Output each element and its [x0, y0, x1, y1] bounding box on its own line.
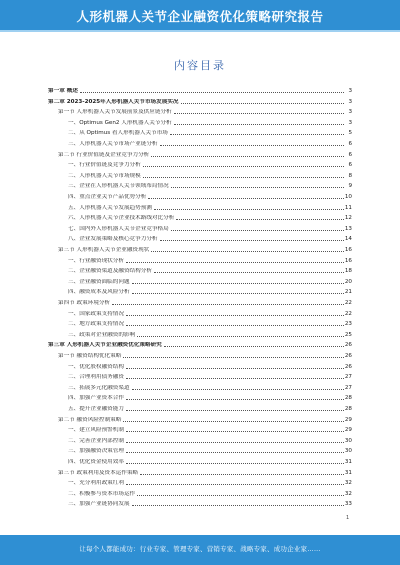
toc-entry-label: 七、国内外人形机器人关节企业竞争格局: [68, 225, 169, 232]
toc-entry-label: 第一节 人形机器人关节发展前景及供应链分析: [58, 109, 172, 116]
toc-entry[interactable]: [48, 139, 352, 148]
toc-entry-page: 31: [344, 459, 352, 465]
toc-entry-label: 一、Optimus Gen2 人形机器人关节分析: [68, 119, 172, 126]
toc-entry-label: 一、充分利用政策红利: [68, 480, 124, 487]
toc-leader-dots: [126, 324, 344, 326]
toc-entry-page: 9: [348, 183, 352, 190]
toc-leader-dots: [112, 303, 344, 305]
toc-leader-dots: [171, 229, 344, 231]
toc-entry-label: 一、行业价值链及竞争力分析: [68, 162, 141, 169]
toc-entry-label: 第四节 政策环境分析: [58, 300, 111, 306]
toc-entry-page: 3: [348, 98, 352, 105]
toc-entry[interactable]: [48, 86, 352, 95]
toc-entry[interactable]: [48, 245, 352, 254]
toc-entry-label: 第二节 行业价值链及企业竞争力分析: [58, 151, 150, 158]
toc-entry-page: 20: [344, 278, 352, 285]
toc-entry-page: 21: [344, 289, 352, 296]
toc-entry-label: 第三节 政策利用及资本运作策略: [58, 469, 139, 476]
toc-entry-label: 五、提升企业融资能力: [68, 406, 124, 412]
toc-entry-label: 三、加强融资决策管理: [68, 448, 124, 455]
toc-entry-label: 第一节 融资结构优化策略: [58, 353, 122, 359]
toc-entry-label: 二、企业融资渠道及融资结构分析: [68, 268, 152, 275]
toc-entry-label: 八、企业发展策略及核心竞争力分析: [68, 236, 158, 243]
toc-entry-label: 四、优化资金使用效率: [68, 459, 124, 465]
toc-leader-dots: [154, 271, 344, 273]
header-divider: [0, 30, 400, 32]
toc-entry-page: 5: [348, 130, 352, 137]
toc-entry-label: 一、行业融资现状分析: [68, 257, 124, 264]
toc-entry[interactable]: [48, 277, 352, 286]
toc-leader-dots: [170, 133, 344, 135]
toc-entry-page: 8: [348, 172, 352, 179]
toc-entry-label: 一、优化股权融资结构: [68, 363, 124, 370]
toc-entry[interactable]: [48, 415, 352, 424]
toc-entry-page: 14: [344, 236, 352, 243]
toc-entry-page: 3: [348, 109, 352, 116]
toc-entry-page: 32: [344, 490, 352, 497]
toc-entry-page: 33: [344, 501, 352, 508]
toc-entry-page: 25: [344, 331, 352, 338]
toc-leader-dots: [160, 144, 344, 146]
toc-entry-page: 27: [344, 374, 352, 381]
toc-entry-page: 23: [344, 321, 352, 328]
toc-entry[interactable]: [48, 478, 352, 487]
toc-entry[interactable]: [48, 383, 352, 392]
toc-leader-dots: [126, 430, 344, 432]
toc-entry[interactable]: [48, 362, 352, 371]
toc-entry-page: 28: [344, 406, 352, 412]
toc-entry-label: 三、企业在人形机器人关节领域布局情况: [68, 183, 169, 190]
toc-entry-page: 26: [344, 342, 352, 349]
toc-leader-dots: [126, 398, 344, 400]
toc-entry[interactable]: [48, 171, 352, 180]
toc-entry-label: 二、从 Optimus 看人形机器人关节市场: [68, 130, 168, 137]
toc-leader-dots: [126, 451, 344, 453]
toc-title: 内容目录: [174, 59, 226, 72]
toc-entry[interactable]: [48, 468, 352, 477]
toc-entry-label: 第三节 人形机器人关节企业融资现状: [58, 247, 150, 253]
toc-leader-dots: [123, 356, 344, 358]
toc-entry[interactable]: [48, 298, 352, 307]
toc-entry-page: 6: [348, 141, 352, 147]
toc-entry-label: 三、人形机器人关节市场产业链分析: [68, 141, 158, 147]
toc-entry-label: 二、合理利用债务融资: [68, 374, 124, 381]
toc-entry[interactable]: [48, 340, 352, 349]
toc-leader-dots: [181, 102, 344, 104]
toc-entry-page: 11: [344, 204, 352, 211]
toc-entry-label: 六、人形机器人关节企业技术路线对比分析: [68, 215, 175, 222]
toc-entry[interactable]: [48, 128, 352, 137]
toc-entry-label: 一、建立风险预警机制: [68, 427, 124, 434]
toc-entry[interactable]: [48, 436, 352, 445]
toc-leader-dots: [132, 292, 344, 294]
toc-entry-label: 第一章 概述: [48, 88, 78, 94]
toc-entry-page: 6: [348, 162, 352, 169]
toc-leader-dots: [126, 441, 344, 443]
toc-entry-label: 第二节 融资风险控制策略: [58, 416, 122, 423]
toc-entry-label: 三、企业融资面临的问题: [68, 278, 130, 285]
toc-leader-dots: [132, 504, 344, 506]
footer-slogan: 让每个人都能成功：行业专家、管理专家、营销专家、战略专家、成功企业家……: [79, 545, 321, 553]
toc-leader-dots: [151, 250, 344, 252]
toc-entry-label: 二、人形机器人关节市场规模: [68, 172, 141, 179]
toc-entry-label: 三、加强产业链协同发展: [68, 501, 130, 508]
toc-leader-dots: [126, 483, 344, 485]
toc-entry[interactable]: [48, 181, 352, 190]
toc-entry[interactable]: [48, 309, 352, 318]
toc-entry[interactable]: [48, 97, 352, 106]
toc-leader-dots: [171, 186, 344, 188]
toc-leader-dots: [126, 261, 344, 263]
toc-entry-page: 3: [348, 119, 352, 126]
toc-entry[interactable]: [48, 192, 352, 201]
toc-entry[interactable]: [48, 256, 352, 265]
toc-leader-dots: [174, 123, 344, 125]
toc-leader-dots: [174, 112, 344, 114]
toc-entry[interactable]: [48, 266, 352, 275]
toc-entry-page: 29: [344, 427, 352, 434]
toc-leader-dots: [126, 462, 344, 464]
toc-entry-page: 29: [344, 416, 352, 423]
toc-entry-page: 12: [344, 215, 352, 222]
toc-entry-page: 13: [344, 225, 352, 232]
toc-entry[interactable]: [48, 489, 352, 498]
toc-leader-dots: [160, 239, 344, 241]
toc-entry-page: 30: [344, 437, 352, 444]
toc-entry[interactable]: [48, 404, 352, 413]
toc-entry[interactable]: [48, 446, 352, 455]
toc-entry[interactable]: [48, 351, 352, 360]
toc-leader-dots: [143, 176, 344, 178]
toc-leader-dots: [137, 335, 344, 337]
toc-entry[interactable]: [48, 372, 352, 381]
toc-entry[interactable]: [48, 213, 352, 222]
toc-entry[interactable]: [48, 425, 352, 434]
toc-entry-label: 四、重点企业关节产品优势分析: [68, 194, 147, 200]
table-of-contents: [48, 86, 352, 514]
toc-entry[interactable]: [48, 457, 352, 466]
toc-entry-page: 16: [344, 247, 352, 253]
toc-entry[interactable]: [48, 393, 352, 402]
toc-leader-dots: [154, 208, 344, 210]
toc-entry-page: 6: [348, 151, 352, 158]
toc-entry[interactable]: [48, 234, 352, 243]
toc-entry[interactable]: [48, 203, 352, 212]
toc-entry-page: 31: [344, 469, 352, 476]
toc-leader-dots: [80, 91, 344, 93]
toc-entry-page: 32: [344, 480, 352, 487]
toc-entry-page: 22: [344, 310, 352, 317]
toc-leader-dots: [126, 377, 344, 379]
toc-entry-page: 26: [344, 363, 352, 370]
toc-leader-dots: [176, 218, 344, 220]
toc-leader-dots: [123, 420, 344, 422]
toc-entry-page: 18: [344, 268, 352, 275]
toc-leader-dots: [151, 155, 344, 157]
toc-leader-dots: [143, 165, 344, 167]
toc-entry-page: 10: [344, 194, 352, 200]
toc-entry[interactable]: [48, 499, 352, 508]
toc-leader-dots: [140, 473, 344, 475]
toc-entry[interactable]: [48, 160, 352, 169]
toc-entry[interactable]: [48, 287, 352, 296]
page-number: 1: [346, 515, 350, 521]
toc-leader-dots: [164, 345, 344, 347]
toc-entry-page: 28: [344, 395, 352, 402]
toc-entry[interactable]: [48, 150, 352, 159]
toc-entry-label: 第三章 人形机器人关节企业融资优化策略研究: [48, 342, 162, 349]
toc-entry-page: 26: [344, 353, 352, 359]
toc-entry[interactable]: [48, 330, 352, 339]
toc-entry[interactable]: [48, 319, 352, 328]
toc-entry-page: 16: [344, 257, 352, 264]
toc-entry-page: 27: [344, 384, 352, 391]
toc-leader-dots: [137, 494, 344, 496]
report-title: 人形机器人关节企业融资优化策略研究报告: [76, 9, 324, 24]
toc-entry-page: 3: [348, 88, 352, 94]
toc-entry-page: 22: [344, 300, 352, 306]
toc-entry[interactable]: [48, 224, 352, 233]
toc-leader-dots: [132, 388, 344, 390]
toc-entry-label: 三、政策对企业融资的影响: [68, 331, 136, 338]
toc-entry-label: 第二章 2023-2025年人形机器人关节市场发展实况: [48, 98, 179, 105]
toc-leader-dots: [126, 367, 344, 369]
toc-entry-label: 二、积极参与资本市场运作: [68, 490, 136, 497]
toc-leader-dots: [126, 314, 344, 316]
toc-entry[interactable]: [48, 107, 352, 116]
toc-entry-label: 二、完善企业内部控制: [68, 437, 124, 444]
toc-entry-page: 30: [344, 448, 352, 455]
toc-entry-label: 二、地方政策支持情况: [68, 321, 124, 328]
toc-entry-label: 三、拓展多元化融资渠道: [68, 384, 130, 391]
toc-leader-dots: [148, 197, 344, 199]
toc-entry-label: 五、人形机器人关节发展趋势预测: [68, 204, 152, 211]
toc-entry[interactable]: [48, 118, 352, 127]
toc-entry-label: 一、国家政策支持情况: [68, 310, 124, 317]
toc-entry-label: 四、融资成本及风险分析: [68, 289, 130, 296]
toc-leader-dots: [132, 282, 344, 284]
toc-leader-dots: [126, 409, 344, 411]
toc-entry-label: 四、加强产业资本合作: [68, 395, 124, 402]
